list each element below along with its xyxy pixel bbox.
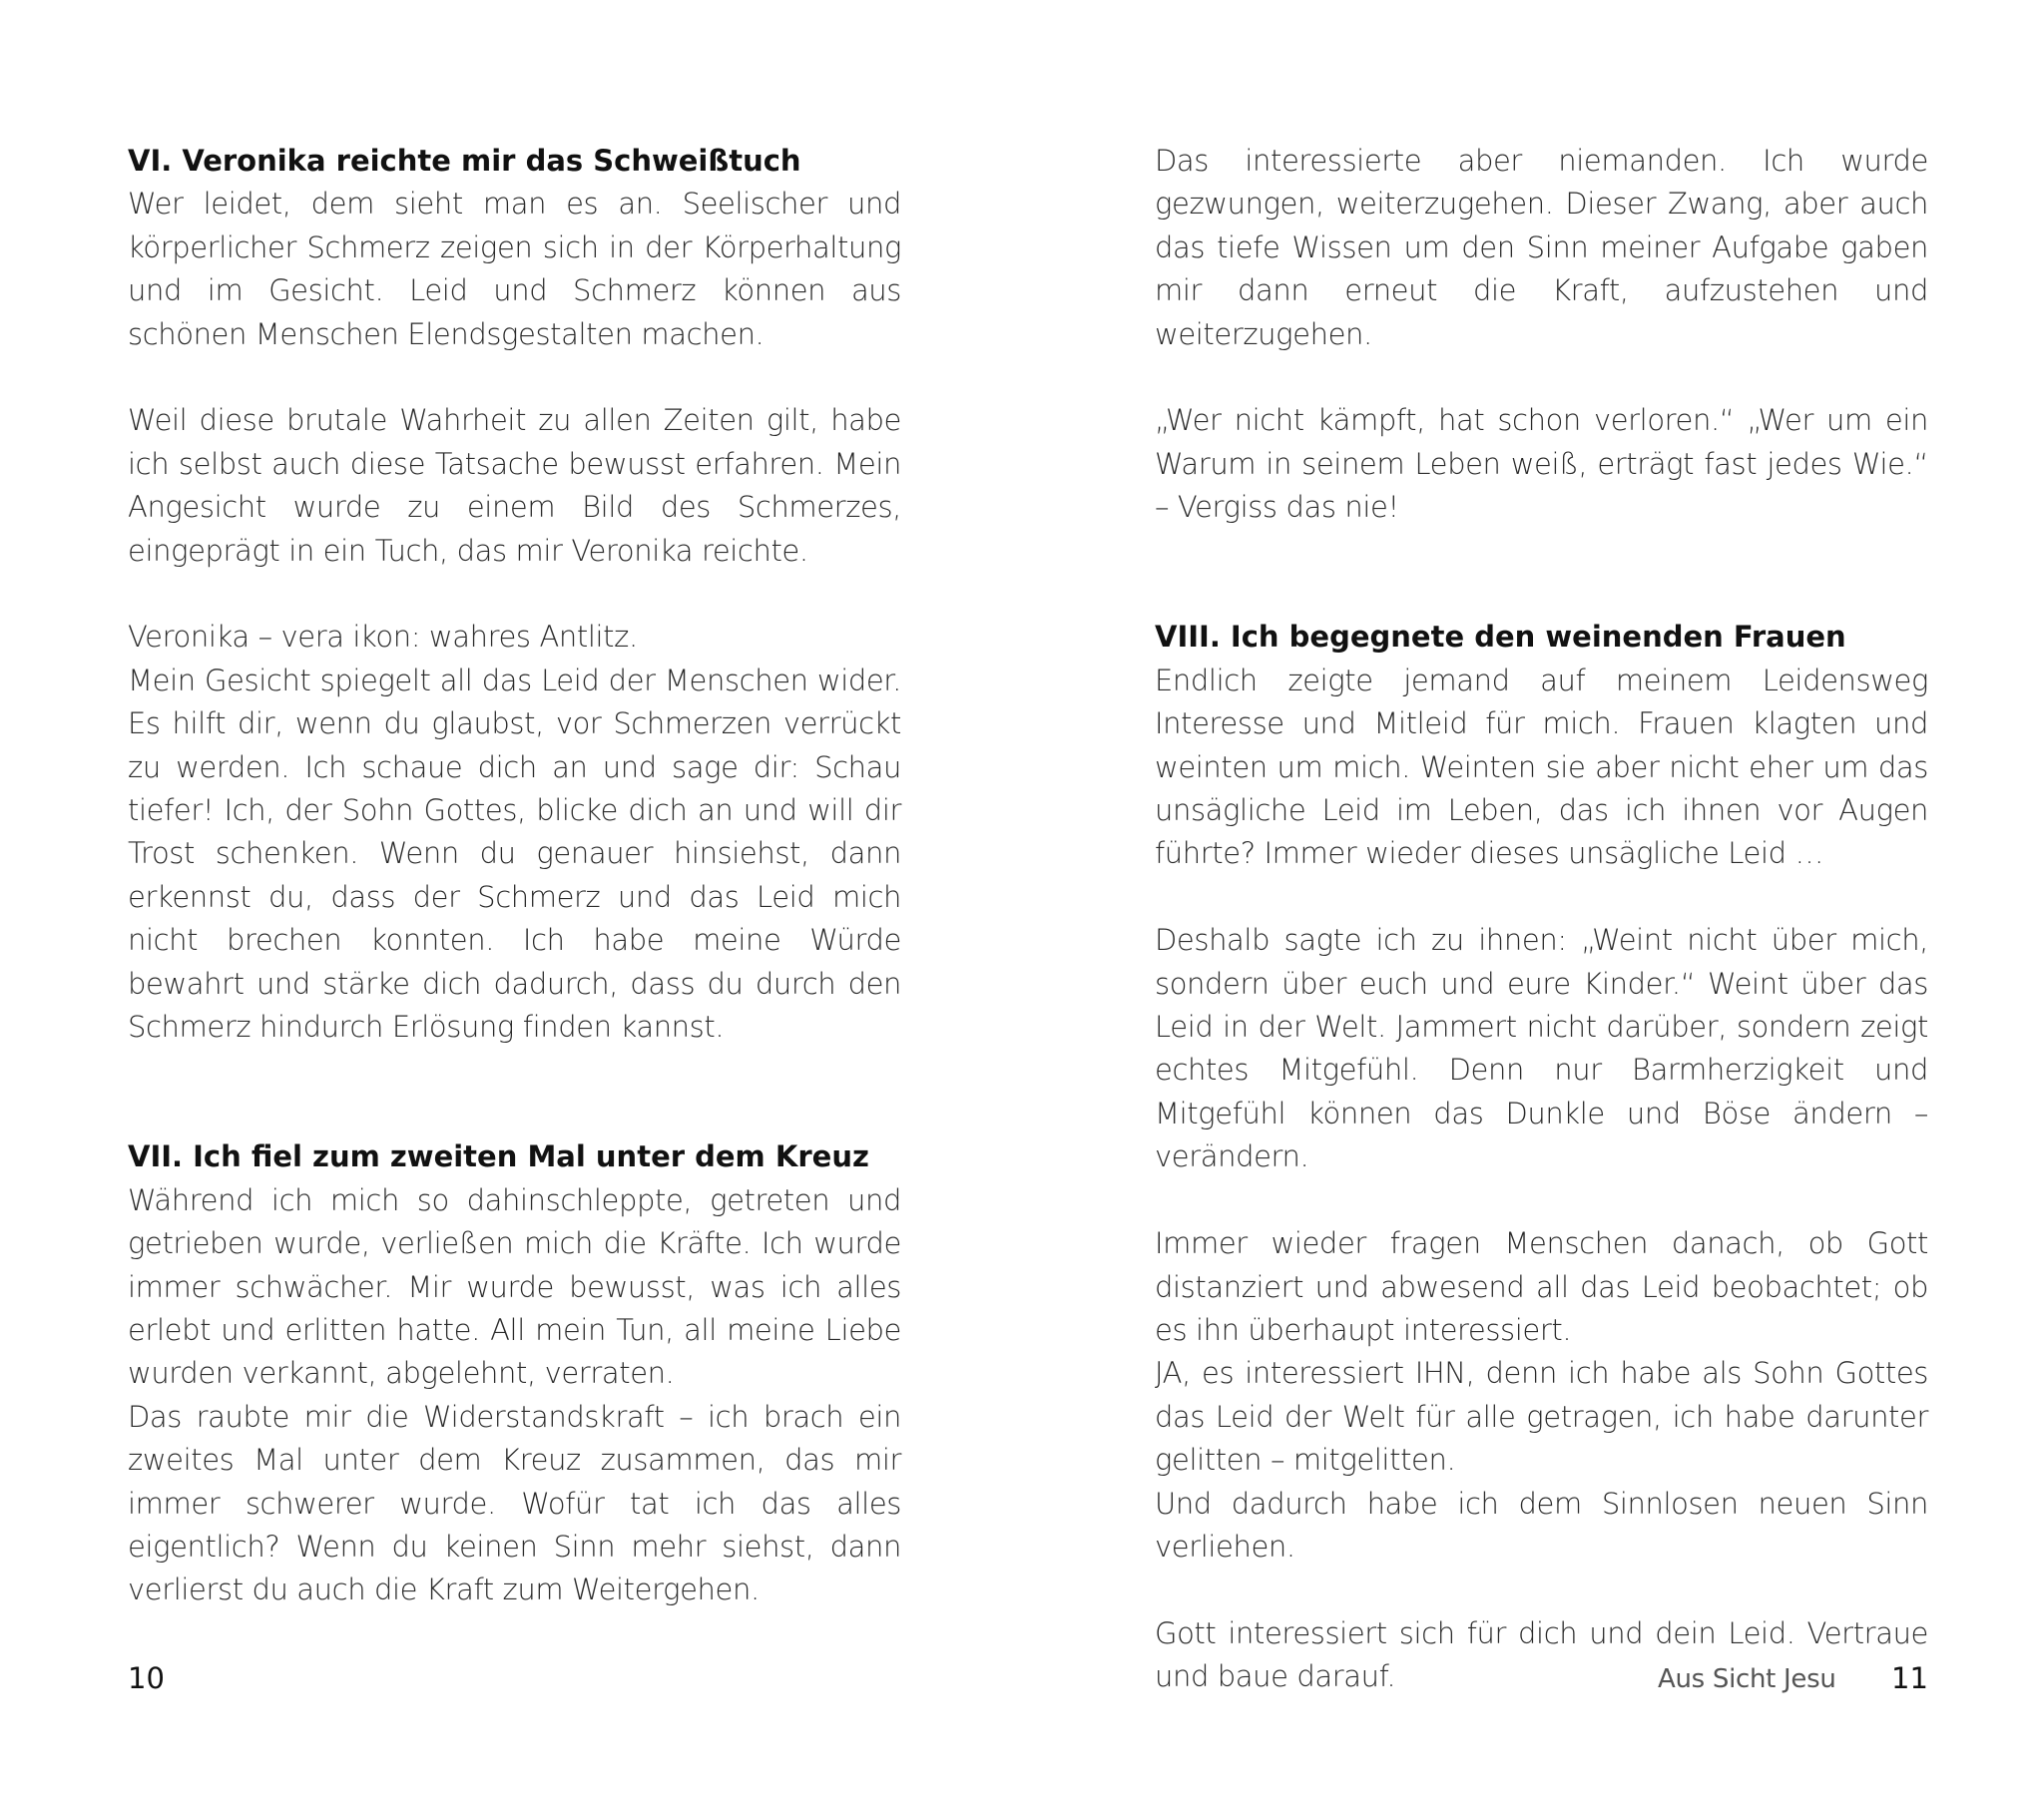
- paragraph-gap: [1155, 1179, 1928, 1222]
- running-head: Aus Sicht Jesu: [1658, 1664, 1836, 1694]
- section-heading-viii: VIII. Ich begegnete den weinenden Frauen: [1155, 620, 1846, 655]
- paragraph: „Wer nicht kämpft, hat schon verloren.“ „Wer um ein Warum in seinem Leben weiß, erträgt fast jedes Wie.“ – Vergiss das nie!: [1155, 403, 1928, 525]
- right-page: [1022, 0, 2044, 1800]
- section-gap: [1155, 530, 1928, 617]
- paragraph: Während ich mich so dahinschleppte, getreten und getrieben wurde, verließen mich die Kräfte. Ich wurde immer schwächer. Mir wurde bewusst, was ich alles erlebt und erlitten hatte. All mein Tun, all meine Liebe wurden verkannt, abgelehnt, verraten.: [128, 1182, 901, 1391]
- paragraph: Weil diese brutale Wahrheit zu allen Zeiten gilt, habe ich selbst auch diese Tatsache bewusst erfahren. Mein Angesicht wurde zu einem Bild des Schmerzes, eingeprägt in ein Tuch, das mir Veronika reichte.: [128, 403, 901, 568]
- paragraph: Das raubte mir die Widerstandskraft – ich brach ein zweites Mal unter dem Kreuz zusammen, das mir immer schwerer wurde. Wofür tat ich das alles eigentlich? Wenn du keinen Sinn mehr siehst, dann verlierst du auch die Kraft zum Weitergehen.: [128, 1399, 901, 1607]
- section-heading-vii: VII. Ich fiel zum zweiten Mal unter dem Kreuz: [128, 1139, 869, 1174]
- paragraph: Deshalb sagte ich zu ihnen: „Weint nicht über mich, sondern über euch und eure Kinder.“ Weint über das Leid in der Welt. Jammert nicht darüber, sondern zeigt echtes Mitgefühl. Denn nur Barmherzigkeit und Mitgefühl können das Dunkle und Böse ändern – verändern.: [1155, 923, 1928, 1174]
- right-text-column: [1155, 140, 1928, 1699]
- paragraph: Mein Gesicht spiegelt all das Leid der Menschen wider. Es hilft dir, wenn du glaubst, vor Schmerzen verrückt zu werden. Ich schaue dich an und sage dir: Schau tiefer! Ich, der Sohn Gottes, blicke dich an und will dir Trost schenken. Wenn du genauer hinsiehst, dann erkennst du, dass der Schmerz und das Leid mich nicht brechen konnten. Ich habe meine Würde bewahrt und stärke dich dadurch, dass du durch den Schmerz hindurch Erlösung finden kannst.: [128, 663, 901, 1045]
- paragraph: Immer wieder fragen Menschen danach, ob Gott distanziert und abwesend all das Leid beobachtet; ob es ihn überhaupt interessiert.: [1155, 1226, 1928, 1347]
- paragraph: Gott interessiert sich für dich und dein Leid. Vertraue und baue darauf.: [1155, 1615, 1928, 1694]
- paragraph-gap: [1155, 1569, 1928, 1611]
- paragraph-gap: [128, 573, 901, 616]
- left-text-column: [128, 140, 901, 1612]
- paragraph-gap: [1155, 876, 1928, 919]
- paragraph: Und dadurch habe ich dem Sinnlosen neuen Sinn verliehen.: [1155, 1486, 1928, 1564]
- paragraph-gap: [1155, 356, 1928, 399]
- paragraph: Wer leidet, dem sieht man es an. Seelischer und körperlicher Schmerz zeigen sich in der Körperhaltung und im Gesicht. Leid und Schmerz können aus schönen Menschen Elendsgestalten machen.: [128, 187, 901, 351]
- paragraph: Endlich zeigte jemand auf meinem Leidensweg Interesse und Mitleid für mich. Frauen klagten und weinten um mich. Weinten sie aber nicht eher um das unsägliche Leid im Leben, das ich ihnen vor Augen führte? Immer wieder dieses unsägliche Leid …: [1155, 663, 1928, 871]
- section-gap: [128, 1050, 901, 1136]
- paragraph: Das interessierte aber niemanden. Ich wurde gezwungen, weiterzugehen. Dieser Zwang, aber auch das tiefe Wissen um den Sinn meiner Aufgabe gaben mir dann erneut die Kraft, aufzustehen und weiterzugehen.: [1155, 144, 1928, 351]
- section-heading-vi: VI. Veronika reichte mir das Schweißtuch: [128, 144, 801, 178]
- page-number-left: 10: [128, 1661, 165, 1695]
- paragraph: Veronika – vera ikon: wahres Antlitz.: [128, 620, 638, 655]
- paragraph: JA, es interessiert IHN, denn ich habe als Sohn Gottes das Leid der Welt für alle getragen, ich habe darunter gelitten – mitgelitten.: [1155, 1356, 1928, 1478]
- page-number-right: 11: [1891, 1661, 1928, 1695]
- paragraph-gap: [128, 356, 901, 399]
